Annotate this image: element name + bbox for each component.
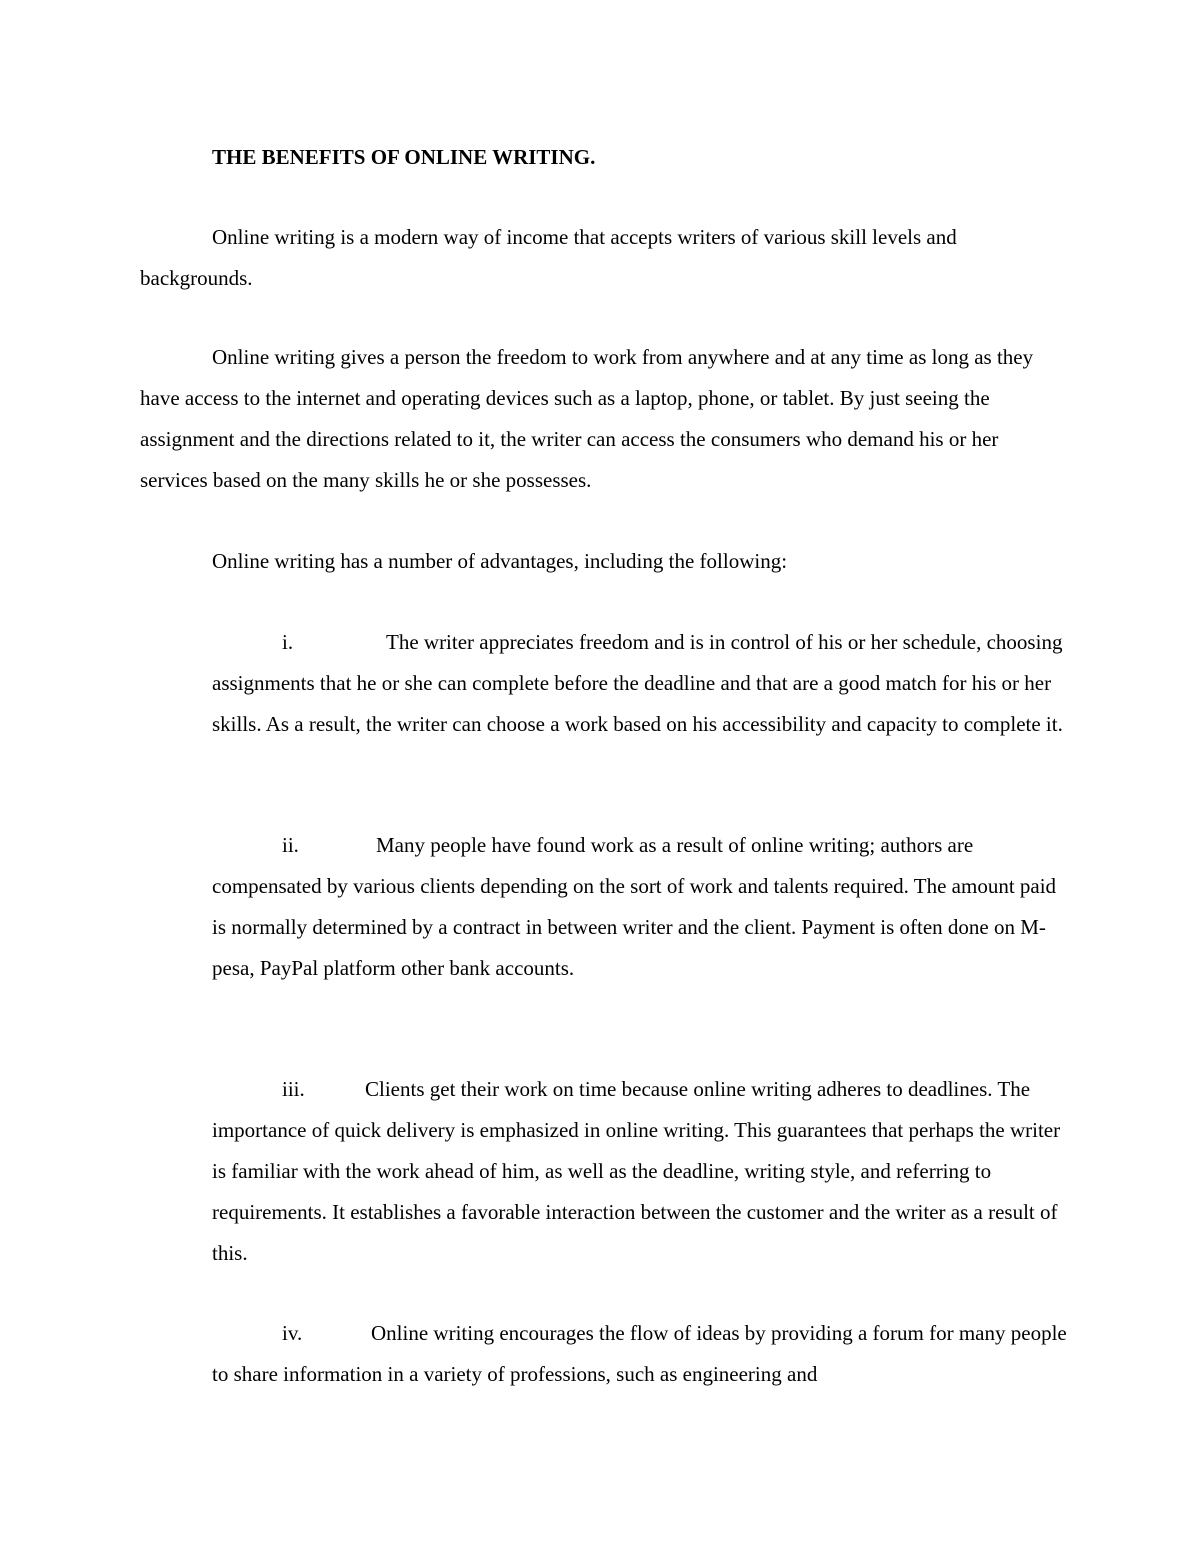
- list-item-1-text: The writer appreciates freedom and is in control of his or her schedule, choosing assignments that he or she can complete before the deadline and that are a good match for his or her skills. As a result, the writer can choose a work based on his accessibility and capacity to complete it.: [212, 630, 1063, 736]
- list-item-3: [212, 1069, 1072, 1274]
- list-item-4-number: iv.: [282, 1321, 303, 1345]
- list-item-4-text: Online writing encourages the flow of ideas by providing a forum for many people to share information in a variety of professions, such as engineering and: [212, 1321, 1067, 1386]
- list-item-3-number: iii.: [282, 1077, 305, 1101]
- list-item-4: [212, 1313, 1072, 1395]
- list-item-2: [212, 825, 1072, 989]
- list-item-2-number: ii.: [282, 833, 299, 857]
- list-item-2-text: Many people have found work as a result of online writing; authors are compensated by various clients depending on the sort of work and talents required. The amount paid is normally determined by a contract in between writer and the client. Payment is often done on M-pesa, PayPal platform other bank accounts.: [212, 833, 1057, 980]
- document-title: THE BENEFITS OF ONLINE WRITING.: [212, 145, 596, 169]
- paragraph-2: Online writing gives a person the freedom to work from anywhere and at any time as long as they have access to the internet and operating devices such as a laptop, phone, or tablet. By just seeing the assignment and the directions related to it, the writer can access the consumers who demand his or her services based on the many skills he or she possesses.: [140, 345, 1034, 492]
- paragraph-1: Online writing is a modern way of income that accepts writers of various skill levels and backgrounds.: [140, 225, 957, 290]
- list-item-3-text: Clients get their work on time because online writing adheres to deadlines. The importance of quick delivery is emphasized in online writing. This guarantees that perhaps the writer is familiar with the work ahead of him, as well as the deadline, writing style, and referring to requirements. It establishes a favorable interaction between the customer and the writer as a result of this.: [212, 1077, 1061, 1265]
- list-item-1: [212, 622, 1072, 745]
- advantages-intro: Online writing has a number of advantages, including the following:: [212, 549, 788, 573]
- list-item-1-number: i.: [282, 630, 294, 654]
